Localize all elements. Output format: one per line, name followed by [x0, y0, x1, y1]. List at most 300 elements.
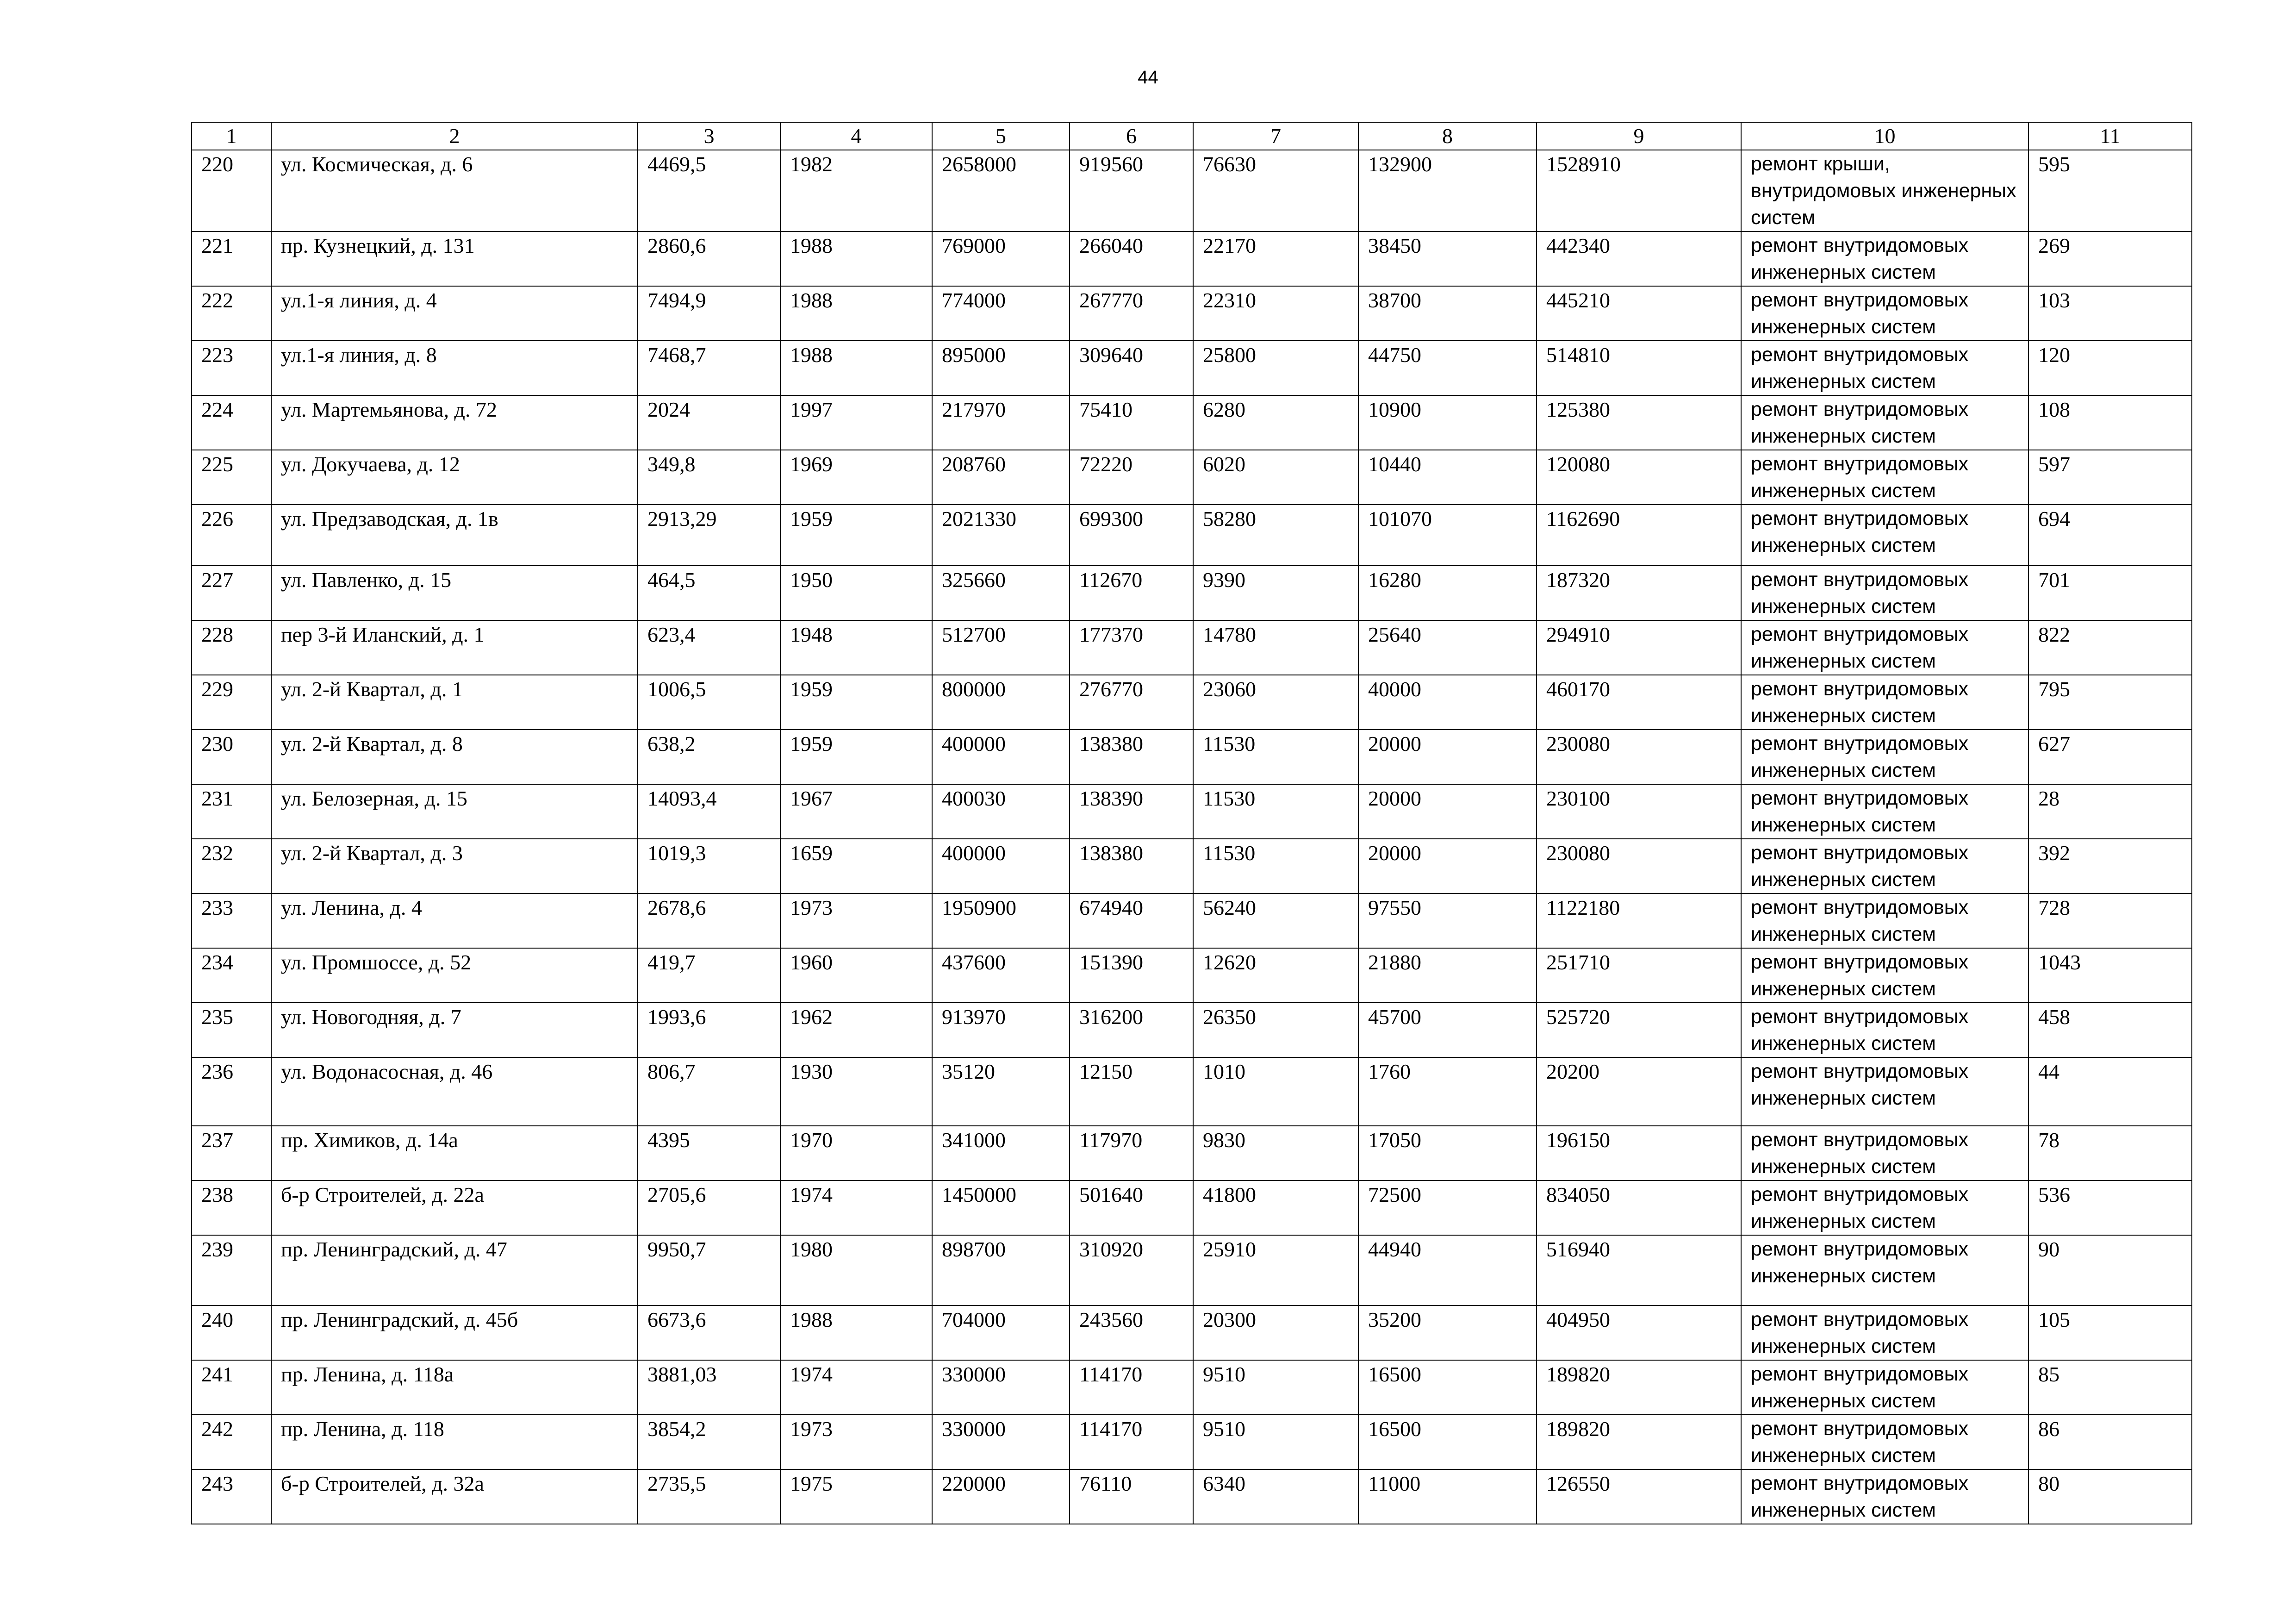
total-cost-cell: 774000 — [932, 286, 1070, 341]
cost-col-8-cell: 16500 — [1358, 1360, 1537, 1415]
total-cost-cell: 800000 — [932, 675, 1070, 730]
row-number-cell: 239 — [192, 1235, 271, 1305]
cost-col-6-cell: 138380 — [1070, 839, 1193, 893]
cost-col-9-cell: 404950 — [1537, 1305, 1741, 1360]
header-cell: 2 — [271, 122, 638, 150]
table-row — [192, 286, 2192, 341]
cost-col-7-cell: 56240 — [1193, 893, 1358, 948]
col-11-cell: 120 — [2028, 341, 2192, 395]
cost-col-7-cell: 11530 — [1193, 730, 1358, 784]
address-cell: пр. Химиков, д. 14а — [271, 1126, 638, 1181]
total-cost-cell: 330000 — [932, 1360, 1070, 1415]
row-number-cell: 235 — [192, 1003, 271, 1057]
row-number-cell: 226 — [192, 505, 271, 566]
address-cell: ул. 2-й Квартал, д. 8 — [271, 730, 638, 784]
cost-col-8-cell: 25640 — [1358, 620, 1537, 675]
total-cost-cell: 898700 — [932, 1235, 1070, 1305]
area-cell: 4395 — [638, 1126, 780, 1181]
cost-col-7-cell: 25910 — [1193, 1235, 1358, 1305]
cost-col-8-cell: 40000 — [1358, 675, 1537, 730]
cost-col-9-cell: 230100 — [1537, 784, 1741, 839]
cost-col-7-cell: 22310 — [1193, 286, 1358, 341]
row-number-cell: 232 — [192, 839, 271, 893]
cost-col-7-cell: 11530 — [1193, 839, 1358, 893]
total-cost-cell: 704000 — [932, 1305, 1070, 1360]
row-number-cell: 242 — [192, 1415, 271, 1469]
table-row — [192, 1305, 2192, 1360]
table-row — [192, 566, 2192, 620]
address-cell: пр. Ленина, д. 118 — [271, 1415, 638, 1469]
area-cell: 6673,6 — [638, 1305, 780, 1360]
total-cost-cell: 217970 — [932, 395, 1070, 450]
address-cell: ул. Ленина, д. 4 — [271, 893, 638, 948]
cost-col-9-cell: 514810 — [1537, 341, 1741, 395]
year-cell: 1959 — [780, 505, 932, 566]
cost-col-9-cell: 230080 — [1537, 839, 1741, 893]
table-row — [192, 450, 2192, 505]
total-cost-cell: 400030 — [932, 784, 1070, 839]
col-11-cell: 822 — [2028, 620, 2192, 675]
work-type-cell: ремонт внутридомовых инженерных систем — [1741, 948, 2028, 1003]
area-cell: 3881,03 — [638, 1360, 780, 1415]
area-cell: 1993,6 — [638, 1003, 780, 1057]
table-row — [192, 1057, 2192, 1126]
cost-col-7-cell: 41800 — [1193, 1181, 1358, 1235]
address-cell: ул. Новогодняя, д. 7 — [271, 1003, 638, 1057]
year-cell: 1988 — [780, 341, 932, 395]
table-row — [192, 341, 2192, 395]
cost-col-6-cell: 151390 — [1070, 948, 1193, 1003]
work-type-cell: ремонт внутридомовых инженерных систем — [1741, 1469, 2028, 1524]
cost-col-8-cell: 44750 — [1358, 341, 1537, 395]
year-cell: 1988 — [780, 286, 932, 341]
cost-col-7-cell: 25800 — [1193, 341, 1358, 395]
row-number-cell: 238 — [192, 1181, 271, 1235]
cost-col-6-cell: 316200 — [1070, 1003, 1193, 1057]
row-number-cell: 220 — [192, 150, 271, 231]
row-number-cell: 222 — [192, 286, 271, 341]
address-cell: ул. Белозерная, д. 15 — [271, 784, 638, 839]
year-cell: 1988 — [780, 1305, 932, 1360]
work-type-cell: ремонт крыши, внутридомовых инженерных систем — [1741, 150, 2028, 231]
total-cost-cell: 2021330 — [932, 505, 1070, 566]
table-row — [192, 620, 2192, 675]
address-cell: пр. Ленинградский, д. 47 — [271, 1235, 638, 1305]
work-type-cell: ремонт внутридомовых инженерных систем — [1741, 1057, 2028, 1126]
area-cell: 2024 — [638, 395, 780, 450]
area-cell: 2678,6 — [638, 893, 780, 948]
total-cost-cell: 895000 — [932, 341, 1070, 395]
address-cell: пр. Кузнецкий, д. 131 — [271, 231, 638, 286]
address-cell: ул. Предзаводская, д. 1в — [271, 505, 638, 566]
area-cell: 14093,4 — [638, 784, 780, 839]
cost-col-9-cell: 834050 — [1537, 1181, 1741, 1235]
col-11-cell: 694 — [2028, 505, 2192, 566]
row-number-cell: 224 — [192, 395, 271, 450]
area-cell: 2735,5 — [638, 1469, 780, 1524]
work-type-cell: ремонт внутридомовых инженерных систем — [1741, 1415, 2028, 1469]
row-number-cell: 240 — [192, 1305, 271, 1360]
table-row — [192, 1235, 2192, 1305]
year-cell: 1973 — [780, 893, 932, 948]
address-cell: ул. 2-й Квартал, д. 1 — [271, 675, 638, 730]
year-cell: 1970 — [780, 1126, 932, 1181]
cost-col-7-cell: 22170 — [1193, 231, 1358, 286]
cost-col-8-cell: 16500 — [1358, 1415, 1537, 1469]
cost-col-6-cell: 12150 — [1070, 1057, 1193, 1126]
row-number-cell: 228 — [192, 620, 271, 675]
cost-col-8-cell: 11000 — [1358, 1469, 1537, 1524]
header-cell: 6 — [1070, 122, 1193, 150]
row-number-cell: 223 — [192, 341, 271, 395]
cost-col-8-cell: 38450 — [1358, 231, 1537, 286]
col-11-cell: 103 — [2028, 286, 2192, 341]
work-type-cell: ремонт внутридомовых инженерных систем — [1741, 1003, 2028, 1057]
cost-col-7-cell: 1010 — [1193, 1057, 1358, 1126]
total-cost-cell: 330000 — [932, 1415, 1070, 1469]
cost-col-6-cell: 177370 — [1070, 620, 1193, 675]
table-row — [192, 1003, 2192, 1057]
cost-col-9-cell: 20200 — [1537, 1057, 1741, 1126]
cost-col-9-cell: 126550 — [1537, 1469, 1741, 1524]
work-type-cell: ремонт внутридомовых инженерных систем — [1741, 839, 2028, 893]
area-cell: 7468,7 — [638, 341, 780, 395]
row-number-cell: 236 — [192, 1057, 271, 1126]
cost-col-7-cell: 9510 — [1193, 1415, 1358, 1469]
total-cost-cell: 35120 — [932, 1057, 1070, 1126]
cost-col-8-cell: 10440 — [1358, 450, 1537, 505]
cost-col-7-cell: 6340 — [1193, 1469, 1358, 1524]
work-type-cell: ремонт внутридомовых инженерных систем — [1741, 1360, 2028, 1415]
cost-col-7-cell: 26350 — [1193, 1003, 1358, 1057]
cost-col-6-cell: 72220 — [1070, 450, 1193, 505]
col-11-cell: 728 — [2028, 893, 2192, 948]
cost-col-9-cell: 189820 — [1537, 1415, 1741, 1469]
col-11-cell: 44 — [2028, 1057, 2192, 1126]
row-number-cell: 241 — [192, 1360, 271, 1415]
total-cost-cell: 208760 — [932, 450, 1070, 505]
area-cell: 2913,29 — [638, 505, 780, 566]
work-type-cell: ремонт внутридомовых инженерных систем — [1741, 450, 2028, 505]
address-cell: ул. Водонасосная, д. 46 — [271, 1057, 638, 1126]
address-cell: ул. Докучаева, д. 12 — [271, 450, 638, 505]
work-type-cell: ремонт внутридомовых инженерных систем — [1741, 620, 2028, 675]
cost-col-6-cell: 114170 — [1070, 1415, 1193, 1469]
row-number-cell: 227 — [192, 566, 271, 620]
cost-col-6-cell: 309640 — [1070, 341, 1193, 395]
total-cost-cell: 341000 — [932, 1126, 1070, 1181]
area-cell: 7494,9 — [638, 286, 780, 341]
work-type-cell: ремонт внутридомовых инженерных систем — [1741, 395, 2028, 450]
address-cell: ул. Мартемьянова, д. 72 — [271, 395, 638, 450]
cost-col-8-cell: 44940 — [1358, 1235, 1537, 1305]
cost-col-6-cell: 501640 — [1070, 1181, 1193, 1235]
header-cell: 3 — [638, 122, 780, 150]
header-cell: 10 — [1741, 122, 2028, 150]
cost-col-9-cell: 125380 — [1537, 395, 1741, 450]
table-row — [192, 1415, 2192, 1469]
address-cell: пр. Ленина, д. 118а — [271, 1360, 638, 1415]
total-cost-cell: 400000 — [932, 839, 1070, 893]
cost-col-6-cell: 75410 — [1070, 395, 1193, 450]
cost-col-9-cell: 445210 — [1537, 286, 1741, 341]
page-number: 44 — [1138, 67, 1158, 87]
col-11-cell: 90 — [2028, 1235, 2192, 1305]
cost-col-7-cell: 14780 — [1193, 620, 1358, 675]
col-11-cell: 597 — [2028, 450, 2192, 505]
cost-col-8-cell: 20000 — [1358, 730, 1537, 784]
work-type-cell: ремонт внутридомовых инженерных систем — [1741, 286, 2028, 341]
cost-col-9-cell: 1162690 — [1537, 505, 1741, 566]
area-cell: 2860,6 — [638, 231, 780, 286]
cost-col-7-cell: 12620 — [1193, 948, 1358, 1003]
col-11-cell: 536 — [2028, 1181, 2192, 1235]
table-row — [192, 505, 2192, 566]
table-row — [192, 1126, 2192, 1181]
cost-col-9-cell: 189820 — [1537, 1360, 1741, 1415]
cost-col-9-cell: 187320 — [1537, 566, 1741, 620]
total-cost-cell: 437600 — [932, 948, 1070, 1003]
table-row — [192, 948, 2192, 1003]
year-cell: 1988 — [780, 231, 932, 286]
col-11-cell: 80 — [2028, 1469, 2192, 1524]
total-cost-cell: 769000 — [932, 231, 1070, 286]
table-row — [192, 395, 2192, 450]
cost-col-8-cell: 20000 — [1358, 784, 1537, 839]
table-row — [192, 1360, 2192, 1415]
cost-col-7-cell: 11530 — [1193, 784, 1358, 839]
area-cell: 623,4 — [638, 620, 780, 675]
work-type-cell: ремонт внутридомовых инженерных систем — [1741, 231, 2028, 286]
table-row — [192, 675, 2192, 730]
area-cell: 9950,7 — [638, 1235, 780, 1305]
cost-col-6-cell: 674940 — [1070, 893, 1193, 948]
cost-col-7-cell: 23060 — [1193, 675, 1358, 730]
cost-col-9-cell: 1122180 — [1537, 893, 1741, 948]
area-cell: 3854,2 — [638, 1415, 780, 1469]
table-row — [192, 893, 2192, 948]
header-cell: 5 — [932, 122, 1070, 150]
col-11-cell: 1043 — [2028, 948, 2192, 1003]
area-cell: 464,5 — [638, 566, 780, 620]
work-type-cell: ремонт внутридомовых инженерных систем — [1741, 730, 2028, 784]
header-cell: 11 — [2028, 122, 2192, 150]
row-number-cell: 233 — [192, 893, 271, 948]
cost-col-8-cell: 10900 — [1358, 395, 1537, 450]
row-number-cell: 221 — [192, 231, 271, 286]
col-11-cell: 78 — [2028, 1126, 2192, 1181]
col-11-cell: 85 — [2028, 1360, 2192, 1415]
address-cell: б-р Строителей, д. 22а — [271, 1181, 638, 1235]
cost-col-9-cell: 442340 — [1537, 231, 1741, 286]
work-type-cell: ремонт внутридомовых инженерных систем — [1741, 566, 2028, 620]
cost-col-8-cell: 38700 — [1358, 286, 1537, 341]
work-type-cell: ремонт внутридомовых инженерных систем — [1741, 675, 2028, 730]
total-cost-cell: 220000 — [932, 1469, 1070, 1524]
data-table — [191, 122, 2192, 1524]
total-cost-cell: 2658000 — [932, 150, 1070, 231]
total-cost-cell: 1450000 — [932, 1181, 1070, 1235]
table-row — [192, 150, 2192, 231]
header-cell: 8 — [1358, 122, 1537, 150]
cost-col-9-cell: 460170 — [1537, 675, 1741, 730]
year-cell: 1975 — [780, 1469, 932, 1524]
row-number-cell: 225 — [192, 450, 271, 505]
year-cell: 1997 — [780, 395, 932, 450]
cost-col-6-cell: 243560 — [1070, 1305, 1193, 1360]
col-11-cell: 269 — [2028, 231, 2192, 286]
area-cell: 1006,5 — [638, 675, 780, 730]
work-type-cell: ремонт внутридомовых инженерных систем — [1741, 505, 2028, 566]
cost-col-7-cell: 9510 — [1193, 1360, 1358, 1415]
cost-col-6-cell: 919560 — [1070, 150, 1193, 231]
year-cell: 1950 — [780, 566, 932, 620]
cost-col-9-cell: 1528910 — [1537, 150, 1741, 231]
header-cell: 9 — [1537, 122, 1741, 150]
area-cell: 1019,3 — [638, 839, 780, 893]
year-cell: 1974 — [780, 1360, 932, 1415]
address-cell: б-р Строителей, д. 32а — [271, 1469, 638, 1524]
cost-col-6-cell: 266040 — [1070, 231, 1193, 286]
table-row — [192, 784, 2192, 839]
year-cell: 1973 — [780, 1415, 932, 1469]
col-11-cell: 458 — [2028, 1003, 2192, 1057]
table-row — [192, 1181, 2192, 1235]
work-type-cell: ремонт внутридомовых инженерных систем — [1741, 341, 2028, 395]
year-cell: 1974 — [780, 1181, 932, 1235]
address-cell: ул. 2-й Квартал, д. 3 — [271, 839, 638, 893]
col-11-cell: 86 — [2028, 1415, 2192, 1469]
area-cell: 2705,6 — [638, 1181, 780, 1235]
area-cell: 4469,5 — [638, 150, 780, 231]
row-number-cell: 229 — [192, 675, 271, 730]
cost-col-9-cell: 230080 — [1537, 730, 1741, 784]
cost-col-8-cell: 17050 — [1358, 1126, 1537, 1181]
work-type-cell: ремонт внутридомовых инженерных систем — [1741, 1181, 2028, 1235]
cost-col-8-cell: 21880 — [1358, 948, 1537, 1003]
address-cell: ул.1-я линия, д. 4 — [271, 286, 638, 341]
cost-col-6-cell: 310920 — [1070, 1235, 1193, 1305]
area-cell: 349,8 — [638, 450, 780, 505]
year-cell: 1967 — [780, 784, 932, 839]
cost-col-7-cell: 9390 — [1193, 566, 1358, 620]
cost-col-8-cell: 132900 — [1358, 150, 1537, 231]
table-body — [192, 122, 2192, 1524]
total-cost-cell: 400000 — [932, 730, 1070, 784]
cost-col-9-cell: 294910 — [1537, 620, 1741, 675]
col-11-cell: 595 — [2028, 150, 2192, 231]
col-11-cell: 28 — [2028, 784, 2192, 839]
year-cell: 1969 — [780, 450, 932, 505]
table-row — [192, 730, 2192, 784]
year-cell: 1980 — [780, 1235, 932, 1305]
cost-col-9-cell: 120080 — [1537, 450, 1741, 505]
table-row — [192, 839, 2192, 893]
cost-col-6-cell: 138390 — [1070, 784, 1193, 839]
address-cell: ул.1-я линия, д. 8 — [271, 341, 638, 395]
cost-col-6-cell: 699300 — [1070, 505, 1193, 566]
area-cell: 638,2 — [638, 730, 780, 784]
address-cell: ул. Промшоссе, д. 52 — [271, 948, 638, 1003]
header-cell: 1 — [192, 122, 271, 150]
cost-col-8-cell: 101070 — [1358, 505, 1537, 566]
cost-col-8-cell: 35200 — [1358, 1305, 1537, 1360]
cost-col-7-cell: 6020 — [1193, 450, 1358, 505]
col-11-cell: 795 — [2028, 675, 2192, 730]
cost-col-7-cell: 20300 — [1193, 1305, 1358, 1360]
cost-col-7-cell: 6280 — [1193, 395, 1358, 450]
area-cell: 806,7 — [638, 1057, 780, 1126]
cost-col-9-cell: 516940 — [1537, 1235, 1741, 1305]
cost-col-6-cell: 267770 — [1070, 286, 1193, 341]
total-cost-cell: 325660 — [932, 566, 1070, 620]
row-number-cell: 243 — [192, 1469, 271, 1524]
total-cost-cell: 1950900 — [932, 893, 1070, 948]
col-11-cell: 392 — [2028, 839, 2192, 893]
cost-col-6-cell: 276770 — [1070, 675, 1193, 730]
cost-col-8-cell: 1760 — [1358, 1057, 1537, 1126]
total-cost-cell: 913970 — [932, 1003, 1070, 1057]
header-row — [192, 122, 2192, 150]
cost-col-9-cell: 251710 — [1537, 948, 1741, 1003]
cost-col-6-cell: 117970 — [1070, 1126, 1193, 1181]
work-type-cell: ремонт внутридомовых инженерных систем — [1741, 784, 2028, 839]
col-11-cell: 108 — [2028, 395, 2192, 450]
year-cell: 1659 — [780, 839, 932, 893]
year-cell: 1930 — [780, 1057, 932, 1126]
year-cell: 1959 — [780, 675, 932, 730]
cost-col-6-cell: 138380 — [1070, 730, 1193, 784]
table-row — [192, 231, 2192, 286]
cost-col-8-cell: 16280 — [1358, 566, 1537, 620]
cost-col-6-cell: 114170 — [1070, 1360, 1193, 1415]
cost-col-7-cell: 58280 — [1193, 505, 1358, 566]
cost-col-8-cell: 45700 — [1358, 1003, 1537, 1057]
work-type-cell: ремонт внутридомовых инженерных систем — [1741, 1126, 2028, 1181]
cost-col-9-cell: 196150 — [1537, 1126, 1741, 1181]
cost-col-7-cell: 9830 — [1193, 1126, 1358, 1181]
cost-col-8-cell: 97550 — [1358, 893, 1537, 948]
col-11-cell: 105 — [2028, 1305, 2192, 1360]
year-cell: 1948 — [780, 620, 932, 675]
year-cell: 1962 — [780, 1003, 932, 1057]
total-cost-cell: 512700 — [932, 620, 1070, 675]
row-number-cell: 231 — [192, 784, 271, 839]
work-type-cell: ремонт внутридомовых инженерных систем — [1741, 893, 2028, 948]
address-cell: ул. Павленко, д. 15 — [271, 566, 638, 620]
row-number-cell: 230 — [192, 730, 271, 784]
cost-col-8-cell: 20000 — [1358, 839, 1537, 893]
area-cell: 419,7 — [638, 948, 780, 1003]
cost-col-9-cell: 525720 — [1537, 1003, 1741, 1057]
cost-col-8-cell: 72500 — [1358, 1181, 1537, 1235]
row-number-cell: 234 — [192, 948, 271, 1003]
header-cell: 4 — [780, 122, 932, 150]
cost-col-6-cell: 112670 — [1070, 566, 1193, 620]
col-11-cell: 627 — [2028, 730, 2192, 784]
work-type-cell: ремонт внутридомовых инженерных систем — [1741, 1235, 2028, 1305]
header-cell: 7 — [1193, 122, 1358, 150]
year-cell: 1982 — [780, 150, 932, 231]
cost-col-6-cell: 76110 — [1070, 1469, 1193, 1524]
address-cell: пр. Ленинградский, д. 45б — [271, 1305, 638, 1360]
cost-col-7-cell: 76630 — [1193, 150, 1358, 231]
address-cell: ул. Космическая, д. 6 — [271, 150, 638, 231]
year-cell: 1959 — [780, 730, 932, 784]
address-cell: пер 3-й Иланский, д. 1 — [271, 620, 638, 675]
year-cell: 1960 — [780, 948, 932, 1003]
col-11-cell: 701 — [2028, 566, 2192, 620]
